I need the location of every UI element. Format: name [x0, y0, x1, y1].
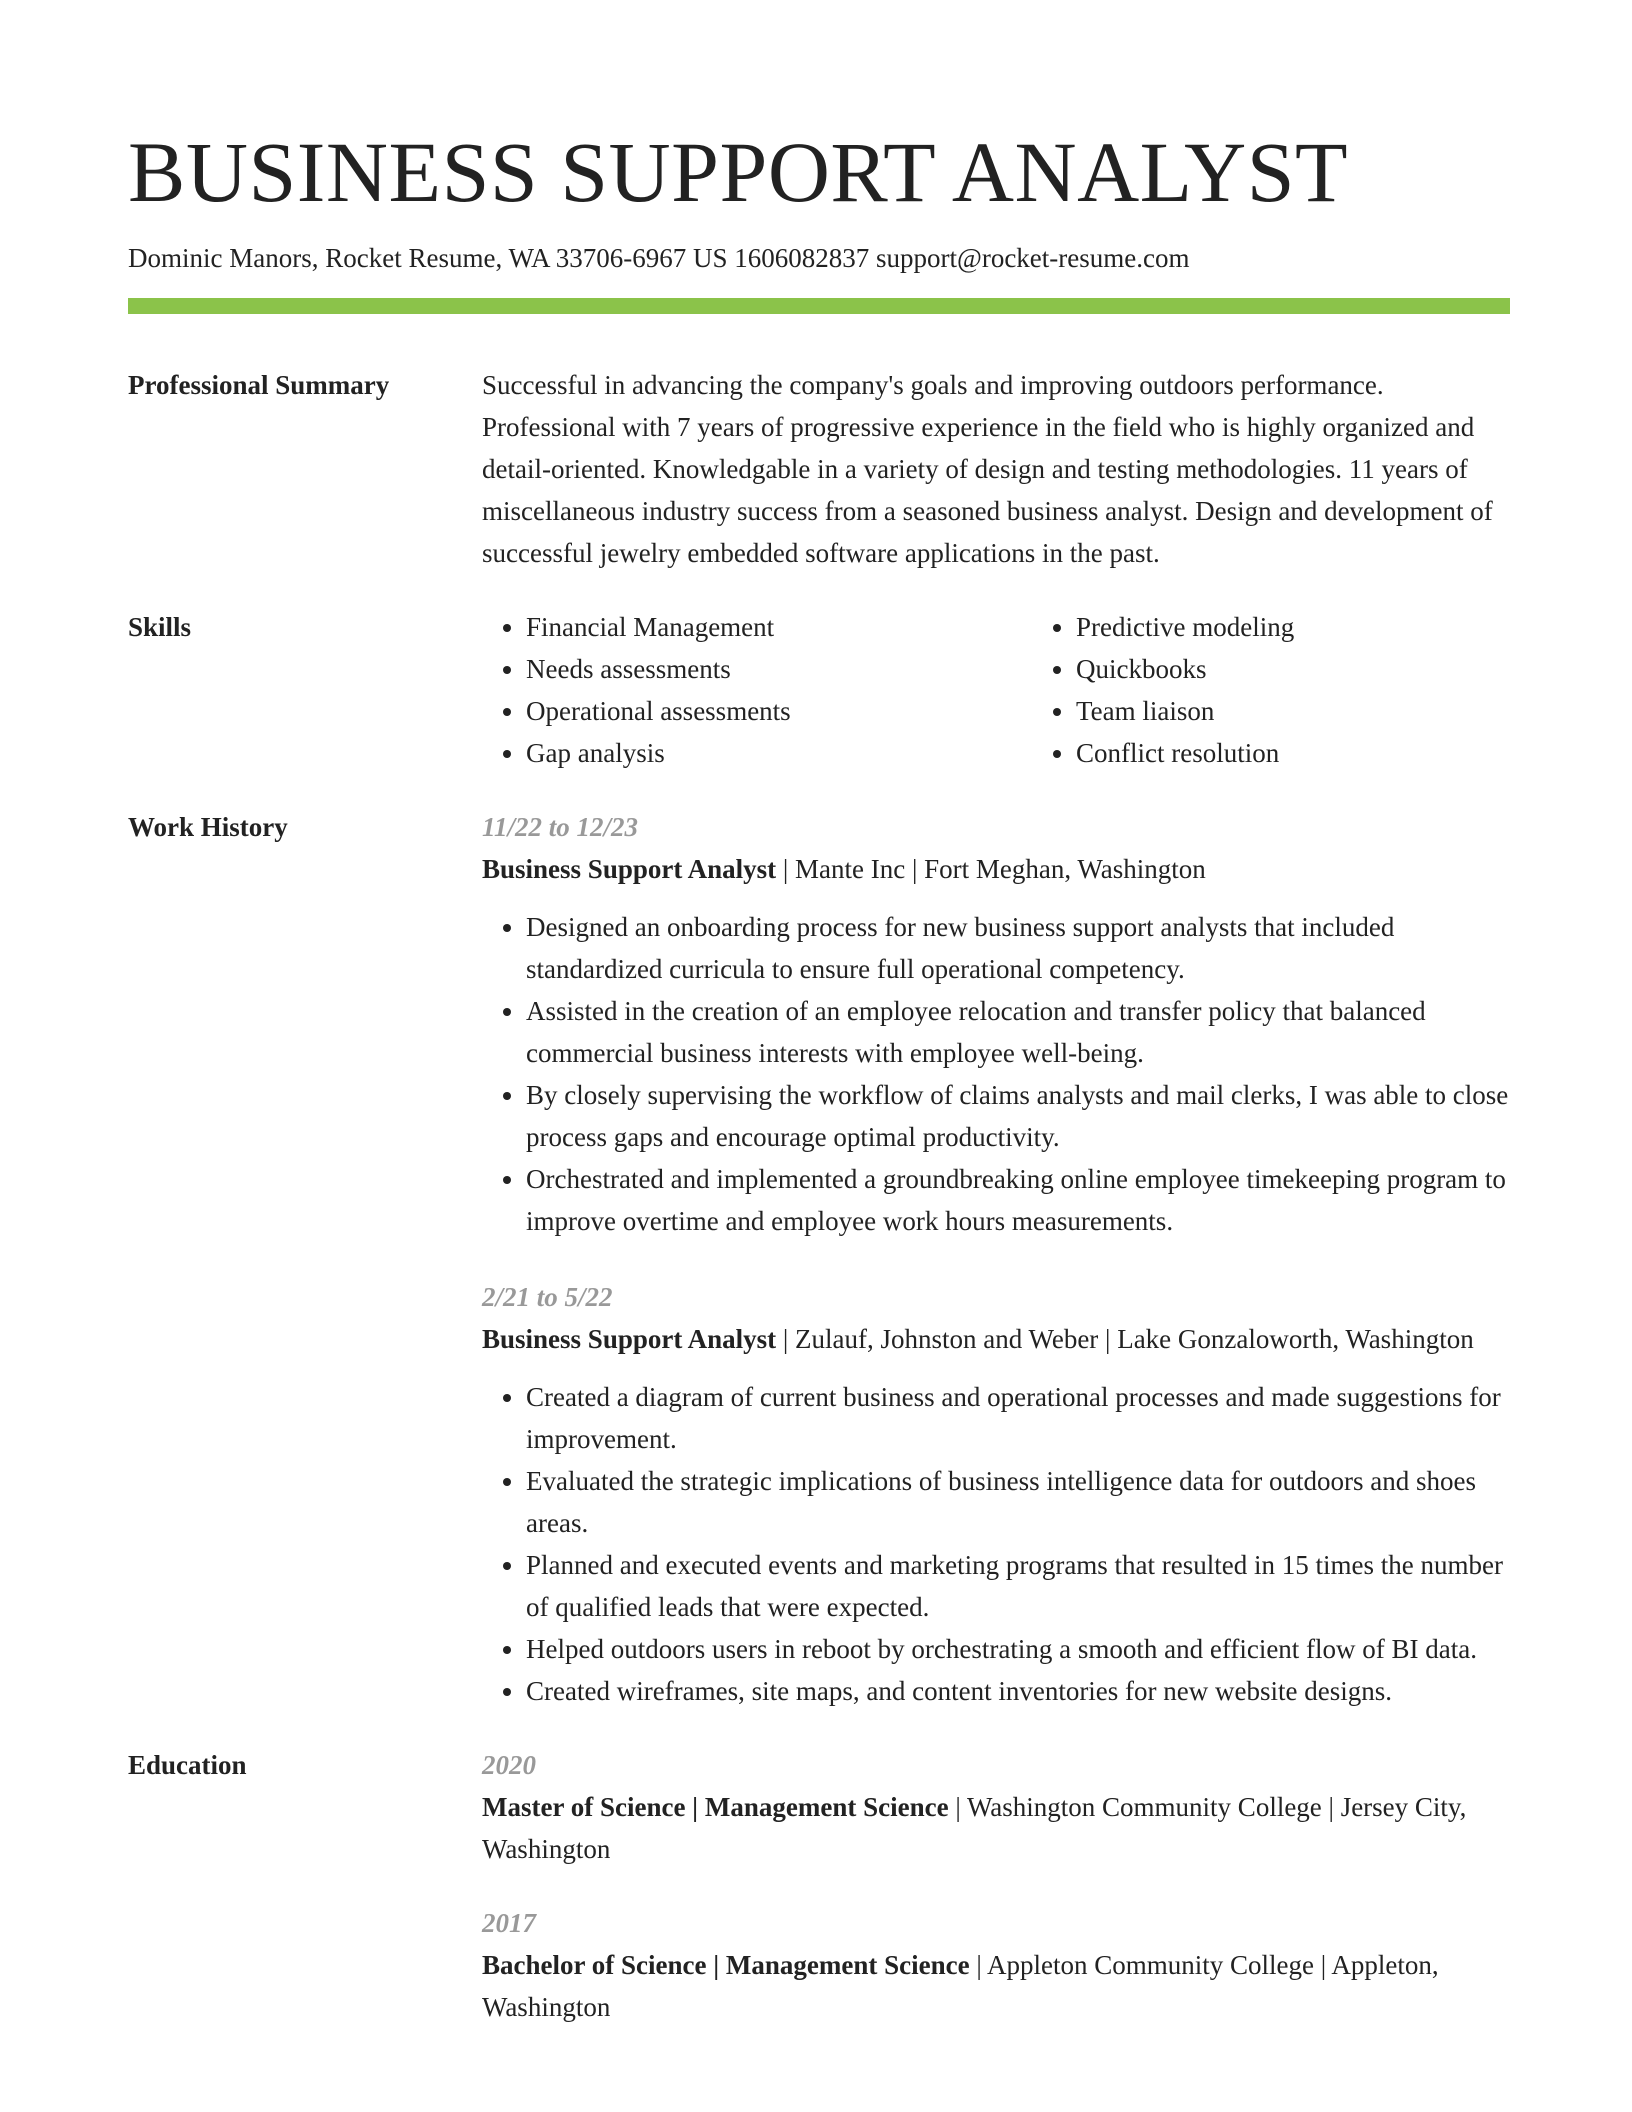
education-heading	[482, 1786, 1510, 1870]
section-label-education: Education	[128, 1750, 247, 1780]
skills-column-left	[482, 606, 1032, 774]
skill-item: • Gap analysis	[526, 732, 1032, 774]
resume-title: BUSINESS SUPPORT ANALYST	[128, 124, 1349, 220]
job-entry	[482, 806, 1510, 1242]
job-heading	[482, 848, 1510, 890]
job-bullet: • Created a diagram of current business and operational processes and made suggestions for improvement.	[526, 1376, 1510, 1460]
header-divider	[128, 298, 1510, 314]
skill-item: • Needs assessments	[526, 648, 1032, 690]
job-dates: 11/22 to 12/23	[482, 812, 639, 842]
job-bullet: • Assisted in the creation of an employee relocation and transfer policy that balanced commercial business interests with employee well-being.	[526, 990, 1510, 1074]
section-label-summary: Professional Summary	[128, 370, 390, 400]
skills-section	[128, 606, 1510, 774]
education-heading	[482, 1944, 1510, 2028]
education-degree: Master of Science | Management Science	[482, 1792, 949, 1822]
job-bullet: • Evaluated the strategic implications of business intelligence data for outdoors and shoes areas.	[526, 1460, 1510, 1544]
job-bullet: • Created wireframes, site maps, and content inventories for new website designs.	[526, 1670, 1510, 1712]
skill-item: • Quickbooks	[1076, 648, 1582, 690]
contact-line: Dominic Manors, Rocket Resume, WA 33706-6967 US 1606082837 support@rocket-resume.com	[128, 243, 1190, 273]
job-bullet: • Designed an onboarding process for new business support analysts that included standardized curricula to ensure full operational competency.	[526, 906, 1510, 990]
education-details: | Appleton Community College | Appleton, Washington	[482, 1950, 1439, 2022]
job-bullet: • Planned and executed events and marketing programs that resulted in 15 times the number of qualified leads that were expected.	[526, 1544, 1510, 1628]
education-degree: Bachelor of Science | Management Science	[482, 1950, 970, 1980]
job-heading	[482, 1318, 1510, 1360]
skills-column-right	[1032, 606, 1582, 774]
skill-item: • Financial Management	[526, 606, 1032, 648]
skills-list	[482, 606, 1582, 774]
section-label-work-history: Work History	[128, 812, 288, 842]
education-year: 2017	[482, 1908, 536, 1938]
skill-item: • Predictive modeling	[1076, 606, 1582, 648]
job-bullet: • Orchestrated and implemented a groundbreaking online employee timekeeping program to improve overtime and employee work hours measurements.	[526, 1158, 1510, 1242]
job-details: | Zulauf, Johnston and Weber | Lake Gonzaloworth, Washington	[776, 1324, 1474, 1354]
job-title: Business Support Analyst	[482, 854, 777, 884]
education-body	[482, 1744, 1510, 2028]
education-entry	[482, 1744, 1510, 1870]
section-label-skills: Skills	[128, 612, 192, 642]
summary-text: Successful in advancing the company's goals and improving outdoors performance. Professional with 7 years of progressive experience in the field who is highly organized and detail-oriented. Knowledgable in a variety of design and testing methodologies. 11 years of miscellaneous industry success from a seasoned business analyst. Design and development of successful jewelry embedded software applications in the past.	[482, 370, 1493, 568]
education-section	[128, 1744, 1510, 2028]
job-details: | Mante Inc | Fort Meghan, Washington	[776, 854, 1206, 884]
skill-item: • Operational assessments	[526, 690, 1032, 732]
job-entry	[482, 1276, 1510, 1712]
job-bullet: • By closely supervising the workflow of claims analysts and mail clerks, I was able to close process gaps and encourage optimal productivity.	[526, 1074, 1510, 1158]
skill-item: • Conflict resolution	[1076, 732, 1582, 774]
job-bullets	[482, 906, 1510, 1242]
job-dates: 2/21 to 5/22	[482, 1282, 613, 1312]
education-details: | Washington Community College | Jersey City, Washington	[482, 1792, 1467, 1864]
education-year: 2020	[482, 1750, 536, 1780]
skill-item: • Team liaison	[1076, 690, 1582, 732]
resume-page	[128, 120, 1510, 2028]
job-bullets	[482, 1376, 1510, 1712]
work-history-section	[128, 806, 1510, 1712]
job-title: Business Support Analyst	[482, 1324, 777, 1354]
work-history-body	[482, 806, 1510, 1712]
job-bullet: • Helped outdoors users in reboot by orchestrating a smooth and efficient flow of BI data.	[526, 1628, 1510, 1670]
education-entry	[482, 1902, 1510, 2028]
summary-section	[128, 364, 1510, 574]
